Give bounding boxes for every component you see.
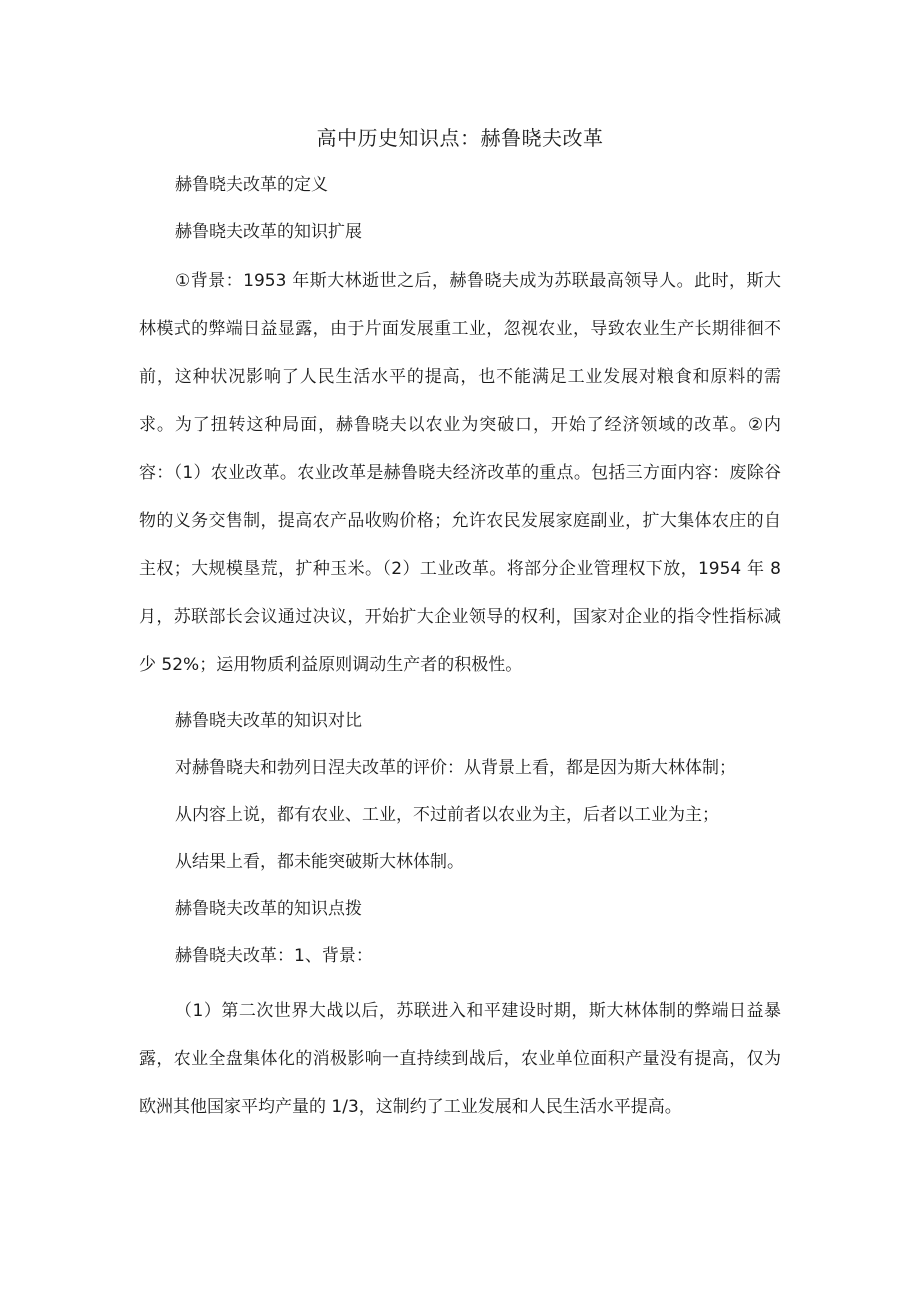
comparison-heading: 赫鲁晓夫改革的知识对比 [175, 711, 362, 731]
extension-heading: 赫鲁晓夫改革的知识扩展 [175, 222, 362, 242]
tips-heading: 赫鲁晓夫改革的知识点拨 [175, 899, 362, 919]
document-body [139, 169, 781, 1131]
comparison-line: 对赫鲁晓夫和勃列日涅夫改革的评价：从背景上看，都是因为斯大林体制； [175, 758, 736, 778]
extension-paragraph: ①背景：1953 年斯大林逝世之后，赫鲁晓夫成为苏联最高领导人。此时，斯大林模式的弊端日益显露，由于片面发展重工业，忽视农业，导致农业生产长期徘徊不前，这种状况影响了人民生活水平的提高，也不能满足工业发展对粮食和原料的需求。为了扭转这种局面，赫鲁晓夫以农业为突破口，开始了经济领域的改革。②内容：（1）农业改革。农业改革是赫鲁晓夫经济改革的重点。包括三方面内容：废除谷物的义务交售制，提高农产品收购价格；允许农民发展家庭副业，扩大集体农庄的自主权；大规模垦荒，扩种玉米。（2）工业改革。将部分企业管理权下放，1954 年 8 月，苏联部长会议通过决议，开始扩大企业领导的权利，国家对企业的指令性指标减少 52%；运用物质利益原则调动生产者的积极性。 [139, 271, 781, 675]
page-title: 高中历史知识点：赫鲁晓夫改革 [316, 126, 604, 150]
comparison-line: 从结果上看，都未能突破斯大林体制。 [175, 852, 464, 872]
comparison-line: 从内容上说，都有农业、工业，不过前者以农业为主，后者以工业为主； [175, 805, 719, 825]
tips-subheading: 赫鲁晓夫改革：1、背景： [175, 946, 373, 966]
tips-paragraph: （1）第二次世界大战以后，苏联进入和平建设时期，斯大林体制的弊端日益暴露，农业全盘集体化的消极影响一直持续到战后，农业单位面积产量没有提高，仅为欧洲其他国家平均产量的 1/3，这制约了工业发展和人民生活水平提高。 [139, 1001, 781, 1117]
definition-heading: 赫鲁晓夫改革的定义 [175, 175, 328, 195]
